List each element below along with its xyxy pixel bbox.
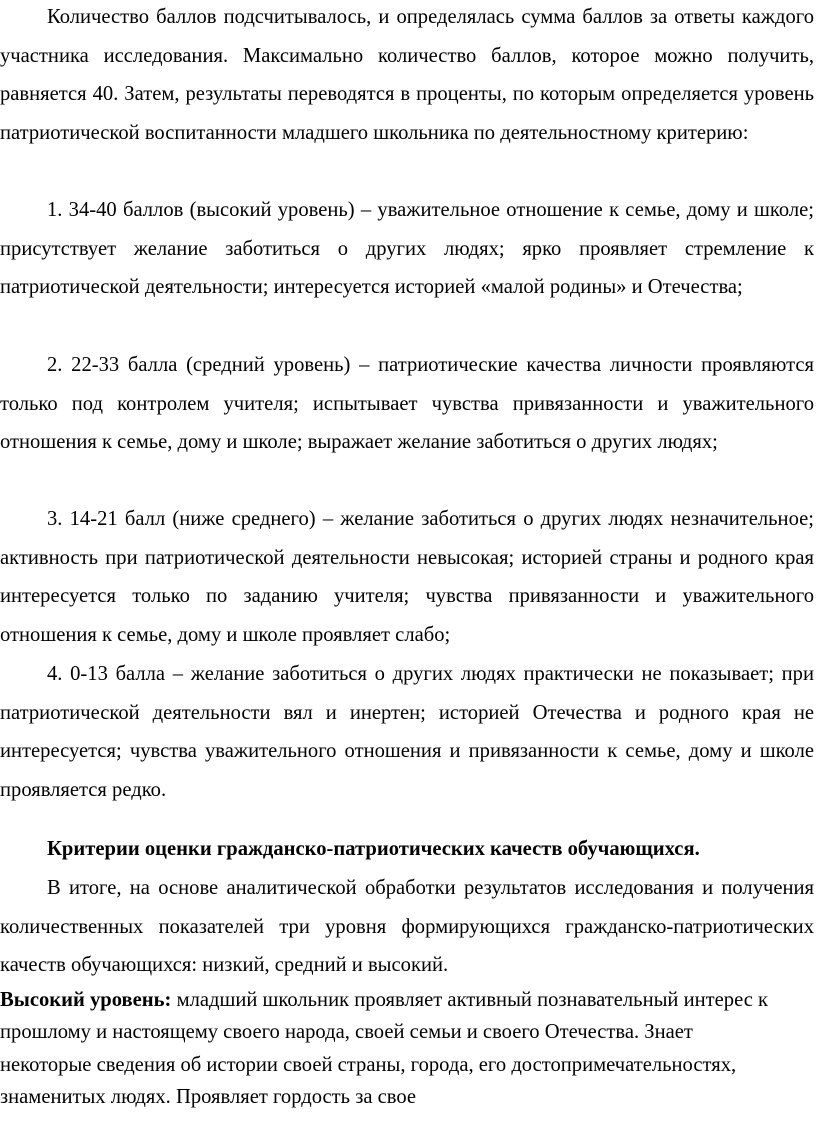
paragraph-scoring-method: Количество баллов подсчитывалось, и определялась сумма баллов за ответы каждого участника исследования. Максимально количество баллов, которое можно получить, равняется 40. Затем, результаты переводятся в проценты, по которым определяется уровень патриотической воспитанности младшего школьника по деятельностному критерию: bbox=[0, 6, 814, 144]
high-level-text: младший школьник проявляет активный познавательный интерес к прошлому и настоящему своего народа, своей семьи и своего Отечества. Знает некоторые сведения об истории своей страны, города, его достопримечательностях, знаменитых людях. Проявляет гордость за свое bbox=[0, 989, 769, 1108]
paragraph-level-4: 4. 0-13 балла – желание заботиться о других людях практически не показывает; при патриотической деятельности вял и инертен; историей Отечества и родного края не интересуется; чувства уважительного отношения и привязанности к семье, дому и школе проявляется редко. bbox=[0, 663, 814, 801]
high-level-label: Высокий уровень: bbox=[0, 989, 172, 1011]
section-heading: Критерии оценки гражданско-патриотических качеств обучающихся. bbox=[47, 838, 700, 860]
paragraph-level-3: 3. 14-21 балл (ниже среднего) – желание заботиться о других людях незначительное; активность при патриотической деятельности невысокая; историей страны и родного края интересуется только по заданию учителя; чувства привязанности и уважительного отношения к семье, дому и школе проявляет слабо; bbox=[0, 508, 814, 646]
paragraph-conclusion: В итоге, на основе аналитической обработки результатов исследования и получения количественных показателей три уровня формирующихся гражданско-патриотических качеств обучающихся: низкий, средний и высокий. bbox=[0, 877, 814, 977]
paragraph-level-1: 1. 34-40 баллов (высокий уровень) – уважительное отношение к семье, дому и школе; присутствует желание заботиться о других людях; ярко проявляет стремление к патриотической деятельности; интересуется историей «малой родины» и Отечества; bbox=[0, 199, 814, 299]
paragraph-level-2: 2. 22-33 балла (средний уровень) – патриотические качества личности проявляются только под контролем учителя; испытывает чувства привязанности и уважительного отношения к семье, дому и школе; выражает желание заботиться о других людях; bbox=[0, 354, 814, 454]
paragraph-high-level bbox=[0, 984, 780, 1113]
